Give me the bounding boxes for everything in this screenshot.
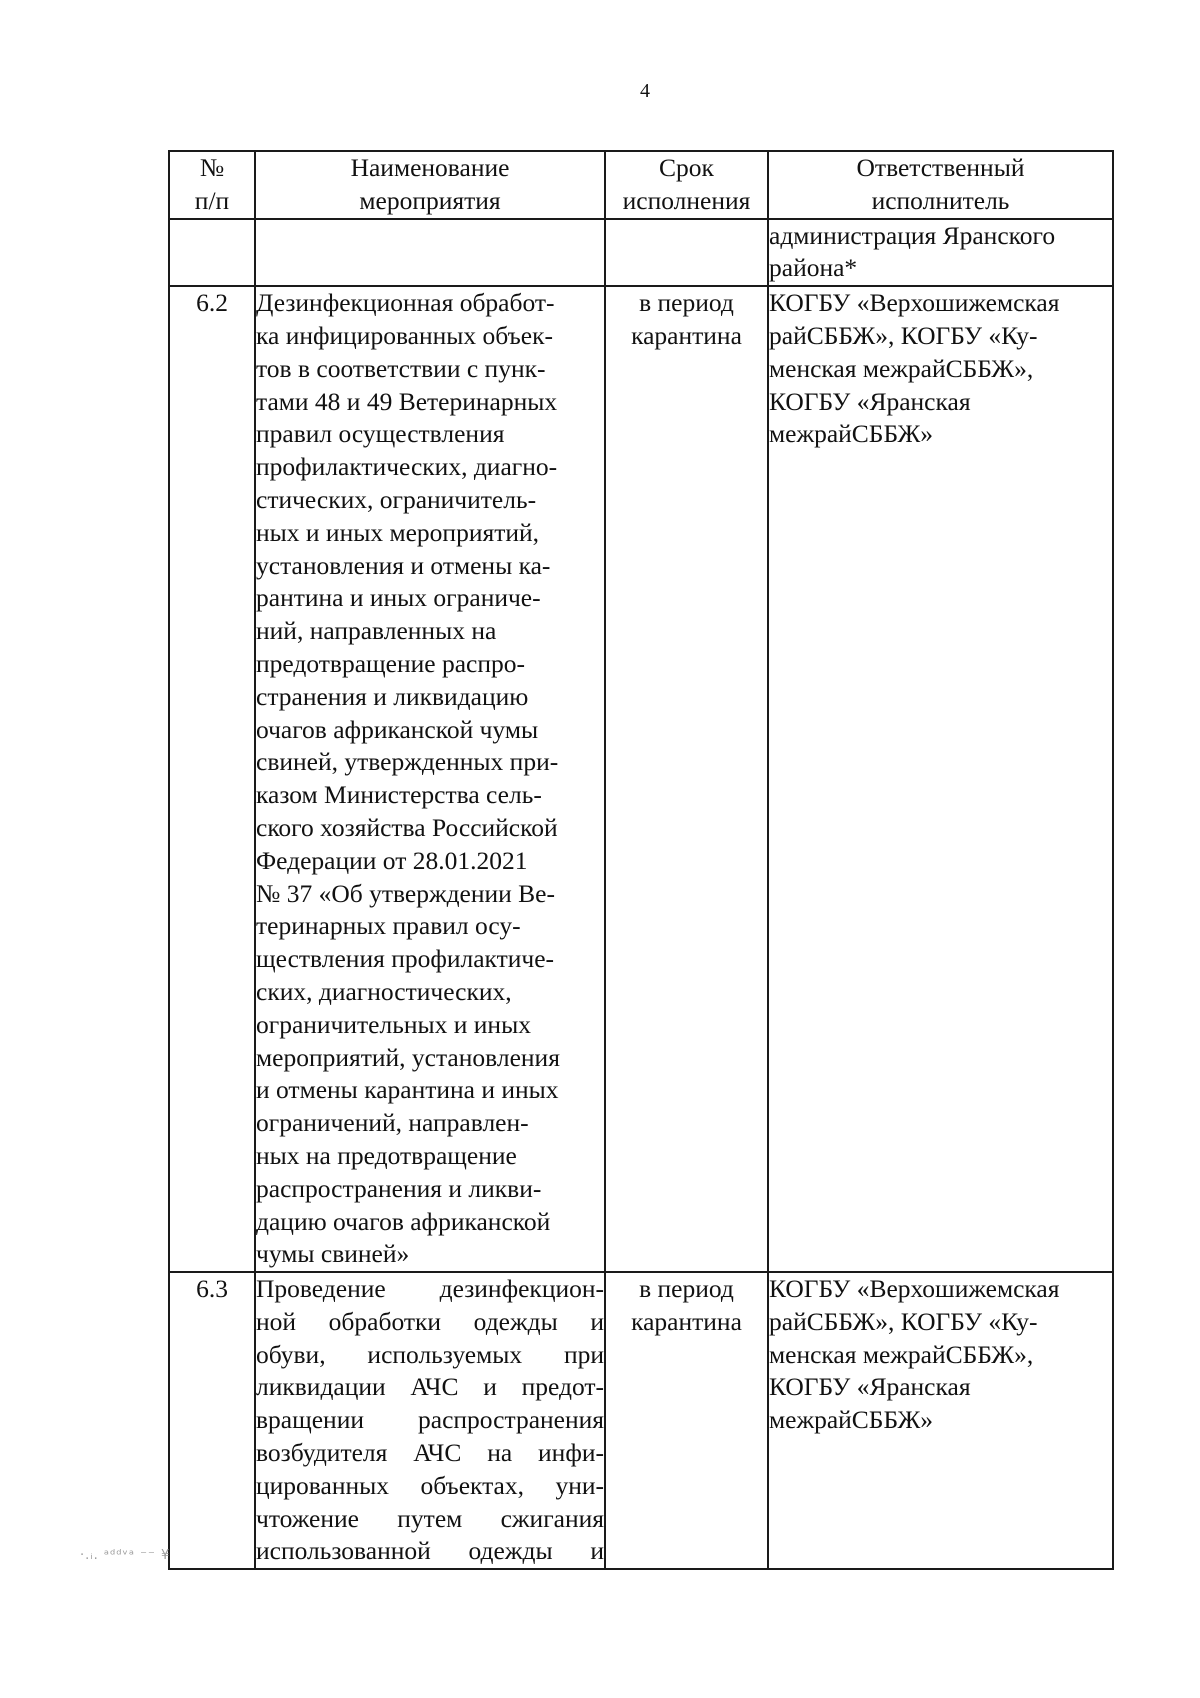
name-line: предотвращение распро- [256, 648, 525, 678]
name-line: теринарных правил осу- [256, 911, 521, 941]
row-num: 6.3 [169, 1272, 255, 1569]
name-line: цированных объектах, уни- [256, 1470, 604, 1500]
row-term [605, 219, 768, 287]
table-row [169, 1272, 1113, 1569]
name-line: казом Министерства сель- [256, 780, 542, 810]
name-line: стических, ограничитель- [256, 484, 537, 514]
table-row [169, 219, 1113, 287]
scan-artifact: ·.ᵢ. ᵃᵈᵈᵛᵃ ⁻⁻ ¥ [80, 1548, 171, 1563]
name-line: ка инфицированных объек- [256, 320, 553, 350]
name-line: странения и ликвидацию [256, 681, 529, 711]
header-num: № п/п [169, 151, 255, 219]
name-line: установления и отмены ка- [256, 550, 551, 580]
name-line: № 37 «Об утверждении Ве- [256, 878, 555, 908]
row-num: 6.2 [169, 286, 255, 1272]
name-line: ний, направленных на [256, 616, 497, 646]
name-line: ских, диагностических, [256, 976, 512, 1006]
name-line: обуви, используемых при [256, 1339, 604, 1369]
name-line: ограничений, направлен- [256, 1108, 529, 1138]
row-responsible: КОГБУ «Верхошижемская райСББЖ», КОГБУ «Ку- менская межрайСББЖ», КОГБУ «Яранская межрайСББЖ» [768, 1272, 1113, 1569]
name-line: ных и иных мероприятий, [256, 517, 540, 547]
name-line: тами 48 и 49 Ветеринарных [256, 386, 558, 416]
name-line: вращении распространения [256, 1405, 604, 1435]
measures-table [168, 150, 1114, 1570]
name-line: правил осуществления [256, 419, 505, 449]
header-term: Срок исполнения [605, 151, 768, 219]
name-line: ликвидации АЧС и предот- [256, 1372, 604, 1402]
name-line: тов в соответствии с пунк- [256, 353, 546, 383]
row-responsible: КОГБУ «Верхошижемская райСББЖ», КОГБУ «Ку- менская межрайСББЖ», КОГБУ «Яранская межрайСББЖ» [768, 286, 1113, 1272]
name-line: чумы свиней» [256, 1239, 410, 1269]
name-line: мероприятий, установления [256, 1042, 560, 1072]
name-line: Проведение дезинфекцион- [256, 1274, 604, 1304]
table-row [169, 286, 1113, 1272]
row-name [255, 1272, 605, 1569]
name-line: ных на предотвращение [256, 1140, 517, 1170]
name-line: и отмены карантина и иных [256, 1075, 559, 1105]
header-name: Наименование мероприятия [255, 151, 605, 219]
name-line: ществления профилактиче- [256, 944, 555, 974]
name-line: ной обработки одежды и [256, 1306, 604, 1336]
row-term: в период карантина [605, 286, 768, 1272]
name-line: дацию очагов африканской [256, 1206, 551, 1236]
table-header-row [169, 151, 1113, 219]
name-line: возбудителя АЧС на инфи- [256, 1438, 604, 1468]
name-line: ограничительных и иных [256, 1009, 531, 1039]
name-line: использованной одежды и [256, 1536, 604, 1566]
name-line: рантина и иных ограниче- [256, 583, 541, 613]
name-line: Федерации от 28.01.2021 [256, 845, 528, 875]
name-line: Дезинфекционная обработ- [256, 288, 555, 318]
name-line: очагов африканской чумы [256, 714, 539, 744]
row-responsible: администрация Яранского района* [768, 219, 1113, 287]
name-line: чтожение путем сжигания [256, 1503, 604, 1533]
row-name [255, 286, 605, 1272]
row-term: в период карантина [605, 1272, 768, 1569]
name-line: свиней, утвержденных при- [256, 747, 559, 777]
row-num [169, 219, 255, 287]
name-line: распространения и ликви- [256, 1173, 542, 1203]
name-line: ского хозяйства Российской [256, 812, 558, 842]
row-name [255, 219, 605, 287]
name-line: профилактических, диагно- [256, 452, 558, 482]
header-responsible: Ответственный исполнитель [768, 151, 1113, 219]
page-number: 4 [640, 80, 650, 102]
